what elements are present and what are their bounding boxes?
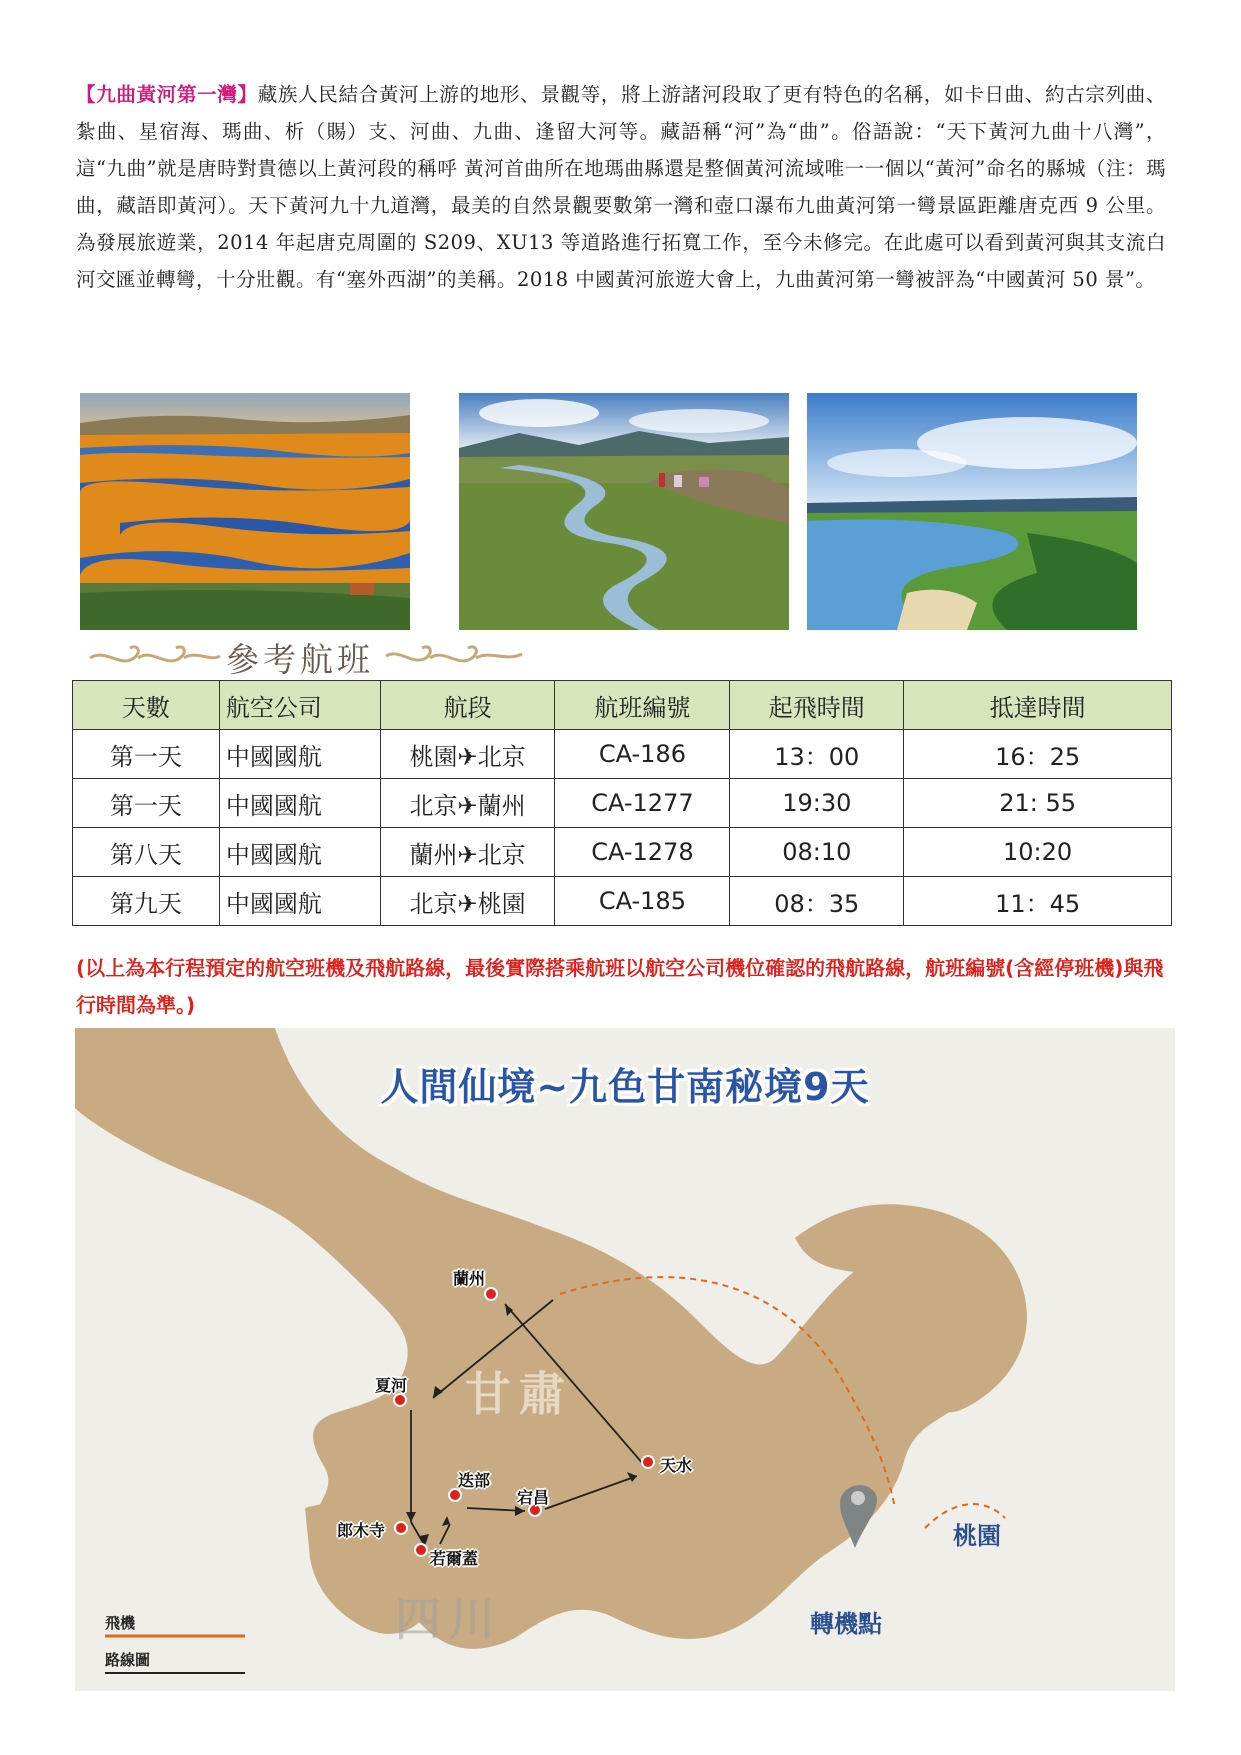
- table-row: [73, 877, 1172, 926]
- city-label-tianshui: 天水: [660, 1456, 693, 1475]
- cell-depart: 08：35: [730, 877, 904, 926]
- city-label-langmusi: 郎木寺: [337, 1521, 386, 1540]
- cell-arrive: 10:20: [904, 828, 1172, 877]
- col-header-airline: 航空公司: [219, 681, 380, 730]
- city-label-dangchang: 宕昌: [517, 1488, 550, 1507]
- legend-flight-label: 飛機: [105, 1614, 136, 1632]
- city-label-lanzhou: 蘭州: [453, 1269, 486, 1288]
- table-row: [73, 828, 1172, 877]
- cell-arrive: 16：25: [904, 730, 1172, 779]
- map-title: 人間仙境~九色甘南秘境9天: [380, 1065, 870, 1109]
- cell-depart: 08:10: [730, 828, 904, 877]
- plane-icon: ✈: [457, 791, 478, 820]
- cell-day: 第一天: [73, 779, 220, 828]
- col-header-depart: 起飛時間: [730, 681, 904, 730]
- flights-table: [72, 680, 1172, 926]
- plane-icon: ✈: [457, 840, 478, 869]
- cell-day: 第九天: [73, 877, 220, 926]
- cell-depart: 19:30: [730, 779, 904, 828]
- cell-flight-no: CA-1278: [555, 828, 730, 877]
- city-label-xiahe: 夏河: [375, 1376, 408, 1395]
- photo-winding-river-village: [459, 393, 789, 630]
- table-row: [73, 730, 1172, 779]
- cell-flight-no: CA-186: [555, 730, 730, 779]
- intro-paragraph: [76, 76, 1166, 298]
- legend-route-label: 路線圖: [105, 1651, 151, 1669]
- cell-segment: 北京✈桃園: [380, 877, 555, 926]
- table-header-row: [73, 681, 1172, 730]
- flight-disclaimer-note: (以上為本行程預定的航空班機及飛航路線，最後實際搭乘航班以航空公司機位確認的飛航路線，航班編號(含經停班機)與飛行時間為準。): [76, 956, 1164, 1017]
- photo-strip: [0, 393, 1241, 630]
- province-label-sichuan: 四川: [395, 1592, 503, 1646]
- col-header-arrive: 抵達時間: [904, 681, 1172, 730]
- cell-day: 第一天: [73, 730, 220, 779]
- photo-river-bend-golden: [80, 393, 410, 630]
- city-label-diebu: 迭部: [458, 1471, 491, 1490]
- cell-arrive: 11：45: [904, 877, 1172, 926]
- plane-icon: ✈: [457, 742, 478, 771]
- cell-depart: 13：00: [730, 730, 904, 779]
- route-map: [75, 1028, 1175, 1691]
- map-illustration: [75, 1028, 1175, 1691]
- province-label-gansu: 甘肅: [465, 1367, 573, 1421]
- cell-arrive: 21: 55: [904, 779, 1172, 828]
- cell-day: 第八天: [73, 828, 220, 877]
- cell-airline: 中國國航: [219, 730, 380, 779]
- transfer-point-label: 轉機點: [810, 1610, 882, 1638]
- section-title-flights: [86, 632, 526, 679]
- section-title-text: 參考航班: [226, 640, 374, 679]
- plane-icon: ✈: [457, 889, 478, 918]
- col-header-day: 天數: [73, 681, 220, 730]
- cell-flight-no: CA-1277: [555, 779, 730, 828]
- photo-blue-river-meadow: [807, 393, 1137, 630]
- cell-flight-no: CA-185: [555, 877, 730, 926]
- table-row: [73, 779, 1172, 828]
- cell-segment: 北京✈蘭州: [380, 779, 555, 828]
- col-header-segment: 航段: [380, 681, 555, 730]
- col-header-flight-no: 航班編號: [555, 681, 730, 730]
- cell-segment: 桃園✈北京: [380, 730, 555, 779]
- intro-text: 藏族人民結合黃河上游的地形、景觀等，將上游諸河段取了更有特色的名稱，如卡日曲、約古宗列曲、紮曲、星宿海、瑪曲、析（賜）支、河曲、九曲、逢留大河等。藏語稱“河”為“曲”。俗語說：“天下黃河九曲十八灣”，這“九曲”就是唐時對貴德以上黃河段的稱呼 黃河首曲所在地瑪曲縣還是整個黃河流域唯一一個以“黃河”命名的縣城（注：瑪曲，藏語即黃河）。天下黃河九十九道灣，最美的自然景觀要數第一灣和壺口瀑布九曲黃河第一彎景區距離唐克西 9 公里。為發展旅遊業，2014 年起唐克周圍的 S209、XU13 等道路進行拓寬工作，至今未修完。在此處可以看到黃河與其支流白河交匯並轉彎，十分壯觀。有“塞外西湖”的美稱。2018 中國黃河旅遊大會上，九曲黃河第一彎被評為“中國黃河 50 景”。: [76, 83, 1166, 291]
- cell-airline: 中國國航: [219, 779, 380, 828]
- cell-airline: 中國國航: [219, 828, 380, 877]
- cell-segment: 蘭州✈北京: [380, 828, 555, 877]
- cell-airline: 中國國航: [219, 877, 380, 926]
- city-label-ruoergai: 若爾蓋: [430, 1549, 479, 1568]
- taoyuan-label: 桃園: [953, 1522, 1001, 1550]
- intro-highlight: 【九曲黃河第一灣】: [76, 83, 258, 106]
